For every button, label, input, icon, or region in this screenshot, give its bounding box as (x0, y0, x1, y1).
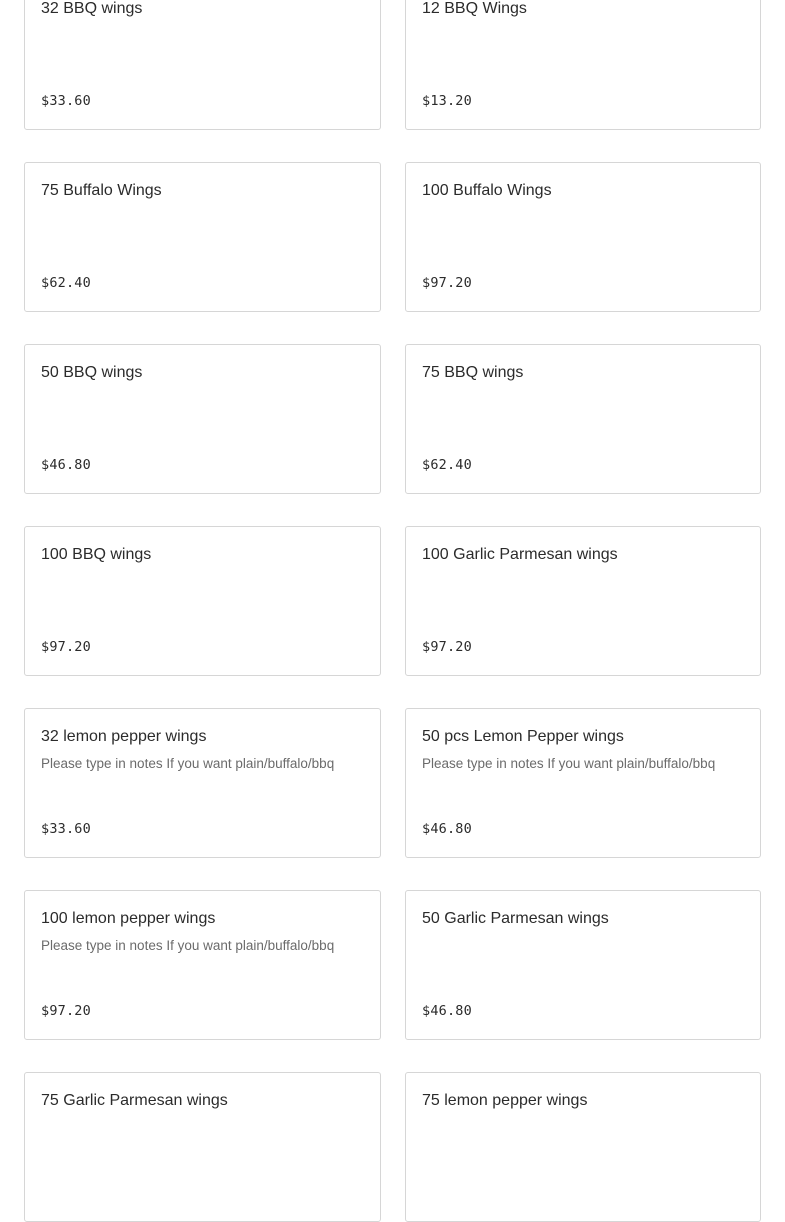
menu-item-card[interactable] (24, 0, 381, 130)
menu-item-card[interactable] (24, 890, 381, 1040)
menu-item-name: 50 BBQ wings (41, 364, 143, 381)
menu-item-card[interactable] (405, 526, 761, 676)
menu-item-grid (24, 0, 761, 1222)
menu-item-price: $97.20 (41, 1003, 91, 1019)
menu-item-name: 100 Buffalo Wings (422, 182, 552, 199)
menu-item-card[interactable] (405, 890, 761, 1040)
menu-item-name: 75 Buffalo Wings (41, 182, 162, 199)
menu-item-price: $97.20 (422, 275, 472, 291)
menu-item-name: 100 BBQ wings (41, 546, 152, 563)
menu-item-name: 100 lemon pepper wings (41, 910, 216, 927)
menu-item-card[interactable] (405, 1072, 761, 1222)
menu-item-price: $33.60 (41, 821, 91, 837)
menu-item-price: $62.40 (422, 457, 472, 473)
menu-item-name: 50 pcs Lemon Pepper wings (422, 728, 624, 745)
menu-item-card[interactable] (24, 1072, 381, 1222)
menu-item-price: $46.80 (41, 457, 91, 473)
menu-item-price: $97.20 (422, 639, 472, 655)
menu-item-name: 75 Garlic Parmesan wings (41, 1092, 228, 1109)
menu-item-price: $46.80 (422, 821, 472, 837)
menu-item-card[interactable] (405, 0, 761, 130)
menu-item-price: $46.80 (422, 1003, 472, 1019)
menu-item-card[interactable] (24, 708, 381, 858)
menu-item-card[interactable] (405, 162, 761, 312)
menu-item-card[interactable] (405, 344, 761, 494)
menu-item-name: 50 Garlic Parmesan wings (422, 910, 609, 927)
menu-item-price: $33.60 (41, 93, 91, 109)
menu-item-card[interactable] (24, 526, 381, 676)
menu-item-name: 100 Garlic Parmesan wings (422, 546, 618, 563)
menu-item-price: $13.20 (422, 93, 472, 109)
menu-item-description: Please type in notes If you want plain/buffalo/bbq (41, 756, 335, 771)
menu-item-name: 12 BBQ Wings (422, 0, 527, 17)
menu-item-price: $62.40 (41, 275, 91, 291)
menu-item-price: $97.20 (41, 639, 91, 655)
menu-item-name: 75 BBQ wings (422, 364, 524, 381)
menu-item-name: 32 lemon pepper wings (41, 728, 207, 745)
menu-item-description: Please type in notes If you want plain/buffalo/bbq (422, 756, 716, 771)
menu-item-card[interactable] (405, 708, 761, 858)
menu-item-description: Please type in notes If you want plain/buffalo/bbq (41, 938, 335, 953)
menu-item-name: 75 lemon pepper wings (422, 1092, 588, 1109)
menu-item-name: 32 BBQ wings (41, 0, 143, 17)
menu-item-card[interactable] (24, 162, 381, 312)
menu-item-card[interactable] (24, 344, 381, 494)
